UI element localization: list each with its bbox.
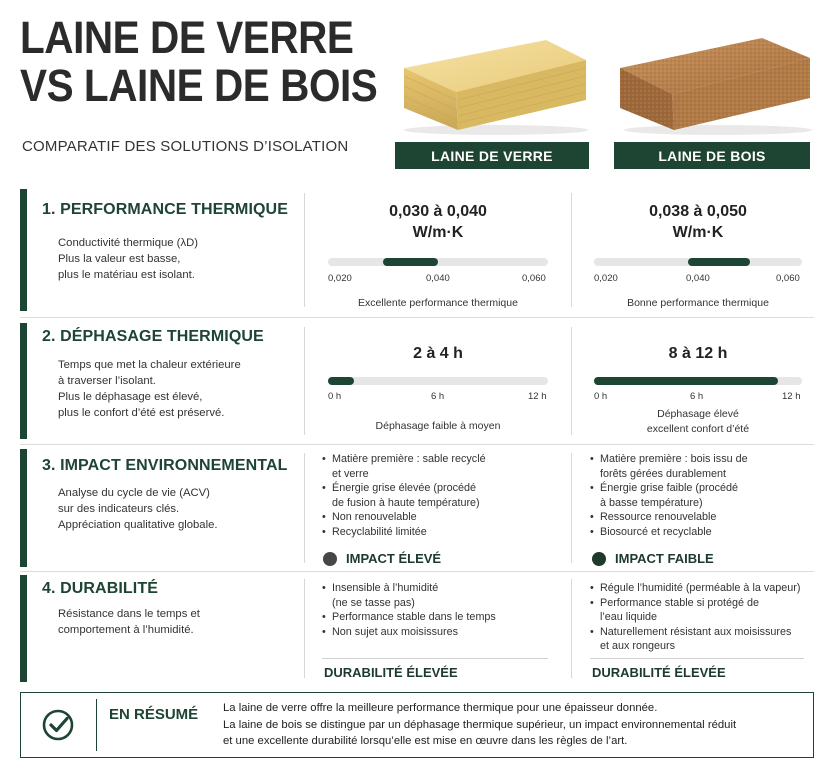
wood-fiber-dephasage-caption: Déphasage élevé excellent confort d’été — [646, 408, 750, 435]
section-accent-bar — [20, 449, 27, 567]
scale-tick: 0,040 — [686, 273, 710, 284]
check-circle-icon — [41, 708, 75, 742]
column-label-wood-fiber: LAINE DE BOIS — [614, 142, 810, 169]
impact-dot-icon — [592, 552, 606, 566]
section-dephasage — [20, 323, 814, 439]
section-description: Temps que met la chaleur extérieure à traverser l’isolant. Plus le déphasage est élevé, plus le confort d’été est préservé. — [58, 359, 241, 419]
section-separator — [20, 317, 814, 318]
summary-box — [20, 692, 814, 758]
wood-fiber-conductivity-fill — [688, 258, 750, 266]
section-accent-bar — [20, 575, 27, 682]
section-separator — [20, 444, 814, 445]
list-item: • Biosourcé et recyclable — [590, 525, 814, 540]
wood-fiber-impact-verdict: IMPACT FAIBLE — [592, 551, 714, 566]
title-line-1: LAINE DE VERRE — [20, 12, 354, 63]
divider — [322, 658, 548, 659]
list-item: • Matière première : sable recyclé et verre — [322, 452, 562, 481]
section-separator — [20, 571, 814, 572]
scale-tick: 0 h — [594, 391, 608, 402]
summary-text: La laine de verre offre la meilleure performance thermique pour une épaisseur donnée. La laine de bois se distingue par un déphasage thermique supérieur, un impact environnemental réduit et une excellente durabilité lorsqu’elle est mise en œuvre dans les règles de l’art. — [223, 702, 737, 747]
glass-wool-value: 0,030 à 0,040 W/m·K — [389, 203, 487, 241]
section-title: 1. PERFORMANCE THERMIQUE — [42, 201, 288, 218]
wood-fiber-durability-verdict: DURABILITÉ ÉLEVÉE — [592, 665, 726, 680]
scale-tick: 6 h — [431, 391, 445, 402]
section-description: Conductivité thermique (λD) Plus la valeur est basse, plus le matériau est isolant. — [58, 237, 199, 281]
list-item: • Performance stable si protégé de l’eau liquide — [590, 596, 814, 625]
list-item: • Insensible à l’humidité (ne se tasse pas) — [322, 581, 562, 610]
glass-wool-impact-verdict: IMPACT ÉLEVÉ — [323, 551, 441, 566]
section-title: 4. DURABILITÉ — [42, 580, 158, 597]
glass-wool-dephasage-fill — [328, 377, 354, 385]
page-subtitle: COMPARATIF DES SOLUTIONS D’ISOLATION — [22, 138, 349, 155]
list-item: • Régule l’humidité (perméable à la vapeur) — [590, 581, 814, 596]
glass-wool-conductivity-bar — [328, 258, 548, 266]
list-item: • Matière première : bois issu de forêts gérées durablement — [590, 452, 814, 481]
wood-fiber-dephasage-value: 8 à 12 h — [668, 345, 728, 362]
scale-tick: 6 h — [690, 391, 704, 402]
scale-tick: 12 h — [528, 391, 547, 402]
scale-tick: 0,060 — [776, 273, 800, 284]
list-item: • Recyclabilité limitée — [322, 525, 562, 540]
scale-tick: 0 h — [328, 391, 342, 402]
glass-wool-dephasage-caption: Déphasage faible à moyen — [375, 420, 501, 432]
list-item: • Non renouvelable — [322, 510, 562, 525]
list-item: • Énergie grise élevée (procédé de fusion à haute température) — [322, 481, 562, 510]
list-item: • Performance stable dans le temps — [322, 610, 562, 625]
column-divider — [571, 453, 572, 563]
section-accent-bar — [20, 323, 27, 439]
title-line-2: VS LAINE DE BOIS — [20, 60, 378, 111]
section-performance — [20, 189, 814, 311]
wood-fiber-value: 0,038 à 0,050 W/m·K — [649, 203, 747, 241]
wood-fiber-dephasage-bar — [594, 377, 802, 385]
page-title — [20, 14, 377, 110]
column-divider — [571, 579, 572, 678]
glass-wool-dephasage-value: 2 à 4 h — [413, 345, 463, 362]
glass-wool-dephasage-bar — [328, 377, 548, 385]
glass-wool-durability-verdict: DURABILITÉ ÉLEVÉE — [324, 665, 458, 680]
wood-fiber-caption: Bonne performance thermique — [627, 297, 769, 309]
wood-fiber-dephasage-fill — [594, 377, 778, 385]
summary-title: EN RÉSUMÉ — [109, 706, 199, 723]
column-divider — [304, 193, 305, 307]
glass-wool-impact-list — [322, 452, 562, 540]
wood-fiber-conductivity-bar — [594, 258, 802, 266]
column-label-glass-wool: LAINE DE VERRE — [395, 142, 589, 169]
glass-wool-conductivity-fill — [383, 258, 438, 266]
summary-divider — [96, 699, 97, 751]
section-accent-bar — [20, 189, 27, 311]
column-divider — [304, 453, 305, 563]
scale-tick: 0,040 — [426, 273, 450, 284]
section-title: 3. IMPACT ENVIRONNEMENTAL — [42, 457, 288, 474]
wood-fiber-image — [614, 28, 814, 136]
list-item: • Naturellement résistant aux moisissures et aux rongeurs — [590, 625, 814, 654]
list-item: • Non sujet aux moisissures — [322, 625, 562, 640]
divider — [590, 658, 804, 659]
scale-tick: 12 h — [782, 391, 801, 402]
impact-dot-icon — [323, 552, 337, 566]
list-item: • Ressource renouvelable — [590, 510, 814, 525]
list-item: • Énergie grise faible (procédé à basse température) — [590, 481, 814, 510]
column-divider — [571, 327, 572, 435]
column-divider — [304, 327, 305, 435]
wood-fiber-durability-list — [590, 581, 814, 654]
section-description: Résistance dans le temps et comportement à l’humidité. — [58, 608, 200, 636]
section-impact — [20, 449, 814, 567]
column-divider — [571, 193, 572, 307]
section-title: 2. DÉPHASAGE THERMIQUE — [42, 328, 264, 345]
column-divider — [304, 579, 305, 678]
glass-wool-image — [396, 30, 592, 136]
scale-tick: 0,060 — [522, 273, 546, 284]
scale-tick: 0,020 — [594, 273, 618, 284]
glass-wool-caption: Excellente performance thermique — [358, 297, 518, 309]
section-description: Analyse du cycle de vie (ACV) sur des indicateurs clés. Appréciation qualitative globale. — [58, 487, 218, 531]
glass-wool-durability-list — [322, 581, 562, 639]
scale-tick: 0,020 — [328, 273, 352, 284]
section-durabilite — [20, 575, 814, 682]
wood-fiber-impact-list — [590, 452, 814, 540]
